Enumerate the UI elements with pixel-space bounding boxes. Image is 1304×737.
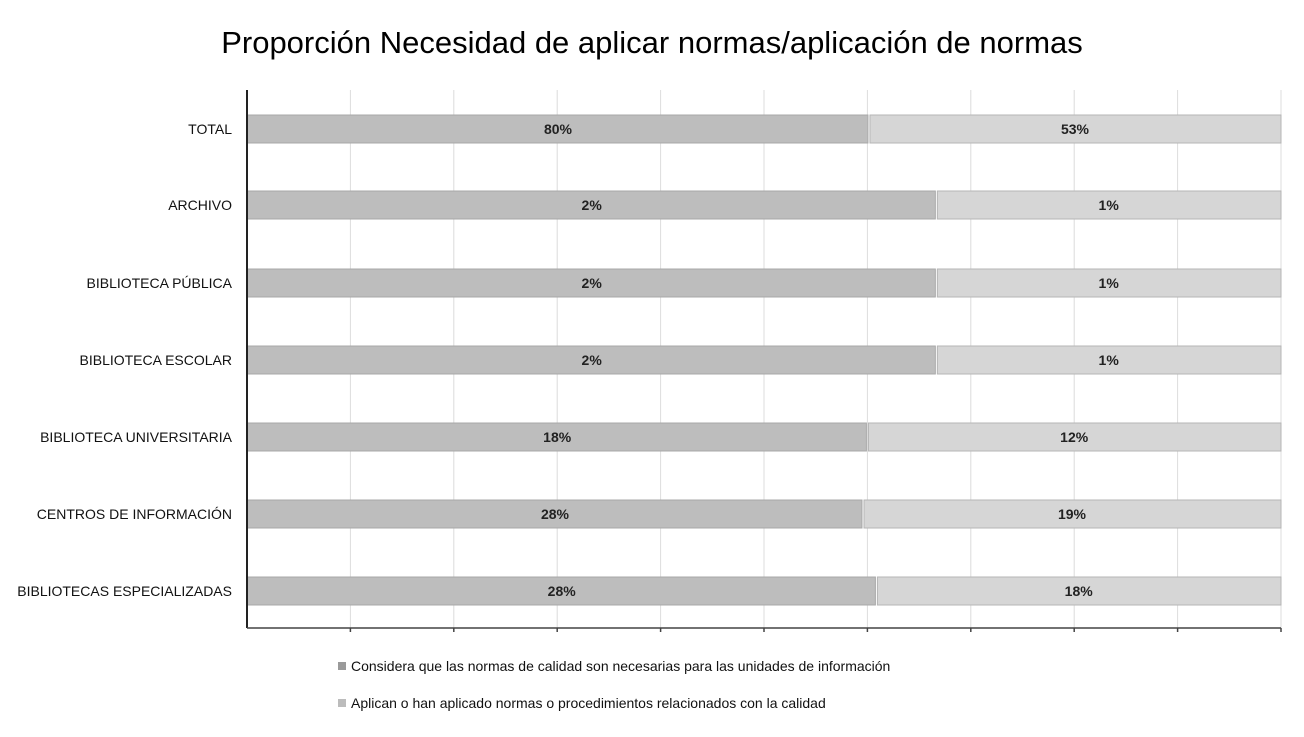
category-label: BIBLIOTECA PÚBLICA — [86, 275, 232, 291]
legend-swatch — [338, 699, 346, 707]
category-label: ARCHIVO — [168, 197, 232, 213]
data-label-series-2: 19% — [1057, 506, 1087, 522]
category-label: CENTROS DE INFORMACIÓN — [36, 506, 232, 522]
legend-entry: Aplican o han aplicado normas o procedimientos relacionados con la calidad — [351, 695, 826, 711]
data-label-series-2: 1% — [1098, 275, 1119, 291]
data-label-series-2: 18% — [1064, 583, 1093, 599]
data-label-series-1: 2% — [581, 275, 602, 291]
data-label-series-2: 12% — [1060, 429, 1089, 445]
legend-entry: Considera que las normas de calidad son necesarias para las unidades de información — [351, 658, 891, 674]
chart-title: Proporción Necesidad de aplicar normas/aplicación de normas — [221, 25, 1083, 60]
legend — [338, 658, 890, 711]
category-label: TOTAL — [188, 121, 232, 137]
data-label-series-1: 2% — [581, 197, 602, 213]
category-label: BIBLIOTECA ESCOLAR — [79, 352, 232, 368]
data-label-series-2: 53% — [1060, 121, 1089, 137]
data-label-series-1: 80% — [543, 121, 572, 137]
category-label: BIBLIOTECAS ESPECIALIZADAS — [17, 583, 232, 599]
data-label-series-1: 2% — [581, 352, 602, 368]
category-label: BIBLIOTECA UNIVERSITARIA — [40, 429, 232, 445]
data-label-series-2: 1% — [1098, 352, 1119, 368]
data-label-series-2: 1% — [1098, 197, 1119, 213]
legend-swatch — [338, 662, 346, 670]
data-label-series-1: 28% — [547, 583, 576, 599]
data-label-series-1: 28% — [540, 506, 570, 522]
data-label-series-1: 18% — [543, 429, 572, 445]
category-labels — [17, 121, 232, 599]
